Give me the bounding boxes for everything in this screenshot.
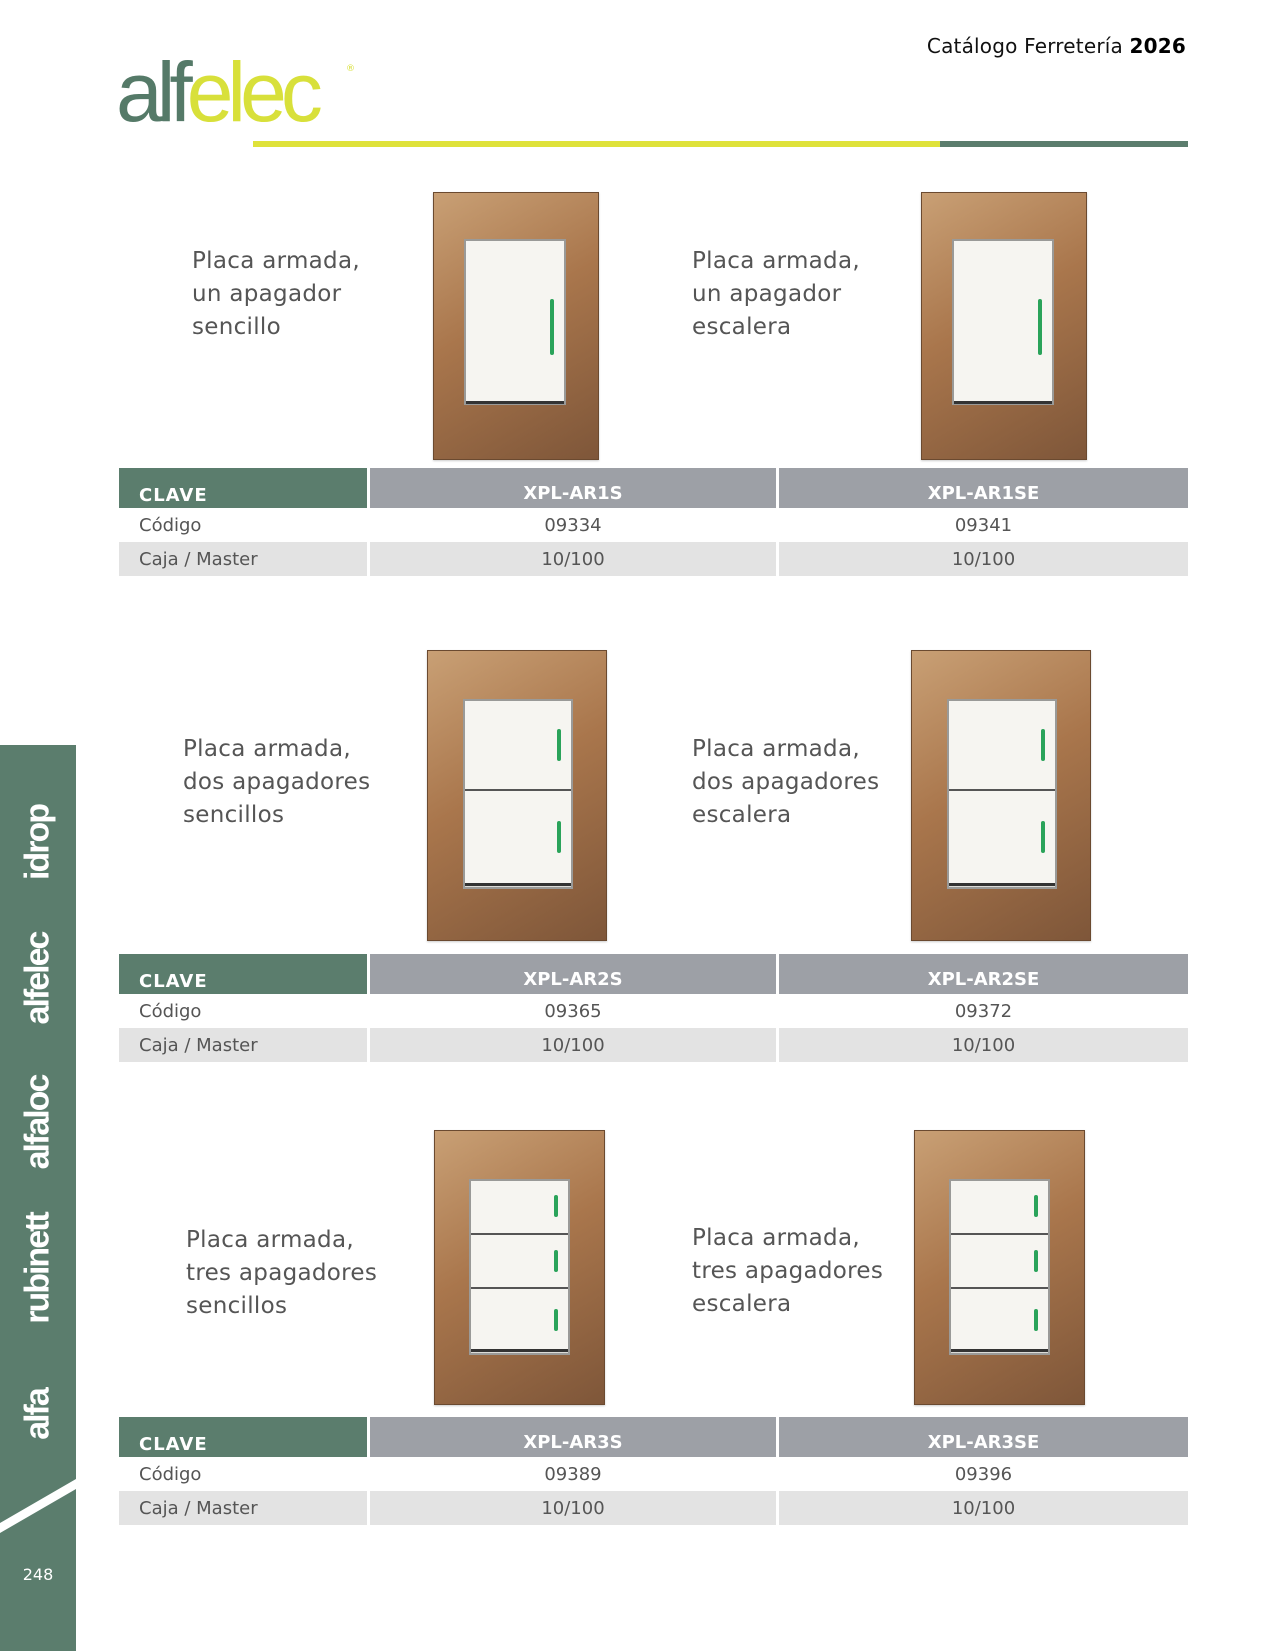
codigo-value: 09341 bbox=[954, 514, 1013, 536]
caja-master-label: Caja / Master bbox=[119, 1028, 367, 1062]
plate-image-xpl-ar2se bbox=[911, 650, 1091, 941]
plate-image-xpl-ar2s bbox=[427, 650, 607, 941]
sidebar-brand-alfelec[interactable]: alfelec bbox=[18, 932, 57, 1025]
spec-table-3 bbox=[119, 1417, 1188, 1525]
codigo-label: Código bbox=[139, 1463, 202, 1485]
codigo-value: 09396 bbox=[954, 1463, 1013, 1485]
sidebar-brand-alfaloc[interactable]: alfaloc bbox=[18, 1075, 57, 1170]
registered-mark-icon: ® bbox=[346, 64, 355, 74]
product-desc-xpl-ar2s: Placa armada, dos apagadores sencillos bbox=[183, 736, 371, 828]
model-xpl-ar3s: XPL-AR3S bbox=[370, 1417, 776, 1457]
spec-table-2 bbox=[119, 954, 1188, 1062]
model-xpl-ar1s: XPL-AR1S bbox=[370, 468, 776, 508]
plate-image-xpl-ar1se bbox=[921, 192, 1087, 460]
caja-master-value: 10/100 bbox=[370, 1491, 776, 1525]
sidebar-brand-idrop[interactable]: idrop bbox=[18, 805, 57, 880]
caja-master-label: Caja / Master bbox=[119, 542, 367, 576]
led-indicator-icon bbox=[1038, 299, 1042, 355]
led-indicator-icon bbox=[1034, 1309, 1038, 1331]
codigo-value: 09365 bbox=[544, 1000, 602, 1022]
catalog-year: 2026 bbox=[1129, 34, 1186, 58]
sidebar-diagonal-stripe bbox=[0, 1475, 76, 1535]
sidebar-brand-alfa[interactable]: alfa bbox=[18, 1389, 57, 1440]
catalog-title: Catálogo Ferretería 2026 bbox=[926, 34, 1186, 58]
clave-header: CLAVE bbox=[119, 468, 367, 508]
sidebar-brand-rubinett[interactable]: rubinett bbox=[18, 1213, 57, 1324]
product-desc-xpl-ar3s: Placa armada, tres apagadores sencillos bbox=[186, 1227, 378, 1319]
page-number: 248 bbox=[22, 1565, 54, 1584]
product-desc-xpl-ar2se: Placa armada, dos apagadores escalera bbox=[692, 736, 880, 828]
caja-master-value: 10/100 bbox=[370, 542, 776, 576]
plate-image-xpl-ar1s bbox=[433, 192, 599, 460]
codigo-value: 09372 bbox=[954, 1000, 1013, 1022]
header-rule-yellow bbox=[253, 141, 940, 147]
caja-master-value: 10/100 bbox=[779, 1028, 1188, 1062]
alfelec-logo: alfelec bbox=[116, 45, 317, 139]
clave-header: CLAVE bbox=[119, 1417, 367, 1457]
codigo-label: Código bbox=[139, 514, 202, 536]
led-indicator-icon bbox=[1034, 1250, 1038, 1272]
plate-image-xpl-ar3s bbox=[434, 1130, 605, 1405]
codigo-value: 09334 bbox=[544, 514, 602, 536]
codigo-label: Código bbox=[139, 1000, 202, 1022]
led-indicator-icon bbox=[554, 1309, 558, 1331]
header-rule-green bbox=[940, 141, 1188, 147]
product-desc-xpl-ar1se: Placa armada, un apagador escalera bbox=[692, 248, 860, 340]
codigo-value: 09389 bbox=[544, 1463, 602, 1485]
led-indicator-icon bbox=[550, 299, 554, 355]
model-xpl-ar1se: XPL-AR1SE bbox=[779, 468, 1188, 508]
caja-master-value: 10/100 bbox=[370, 1028, 776, 1062]
led-indicator-icon bbox=[1041, 729, 1045, 761]
led-indicator-icon bbox=[554, 1250, 558, 1272]
plate-image-xpl-ar3se bbox=[914, 1130, 1085, 1405]
led-indicator-icon bbox=[554, 1195, 558, 1217]
led-indicator-icon bbox=[1034, 1195, 1038, 1217]
led-indicator-icon bbox=[557, 821, 561, 853]
model-xpl-ar2se: XPL-AR2SE bbox=[779, 954, 1188, 994]
caja-master-value: 10/100 bbox=[779, 542, 1188, 576]
product-desc-xpl-ar3se: Placa armada, tres apagadores escalera bbox=[692, 1225, 884, 1317]
caja-master-label: Caja / Master bbox=[119, 1491, 367, 1525]
led-indicator-icon bbox=[557, 729, 561, 761]
model-xpl-ar3se: XPL-AR3SE bbox=[779, 1417, 1188, 1457]
led-indicator-icon bbox=[1041, 821, 1045, 853]
product-desc-xpl-ar1s: Placa armada, un apagador sencillo bbox=[192, 248, 360, 340]
spec-table-1 bbox=[119, 468, 1188, 576]
caja-master-value: 10/100 bbox=[779, 1491, 1188, 1525]
clave-header: CLAVE bbox=[119, 954, 367, 994]
model-xpl-ar2s: XPL-AR2S bbox=[370, 954, 776, 994]
